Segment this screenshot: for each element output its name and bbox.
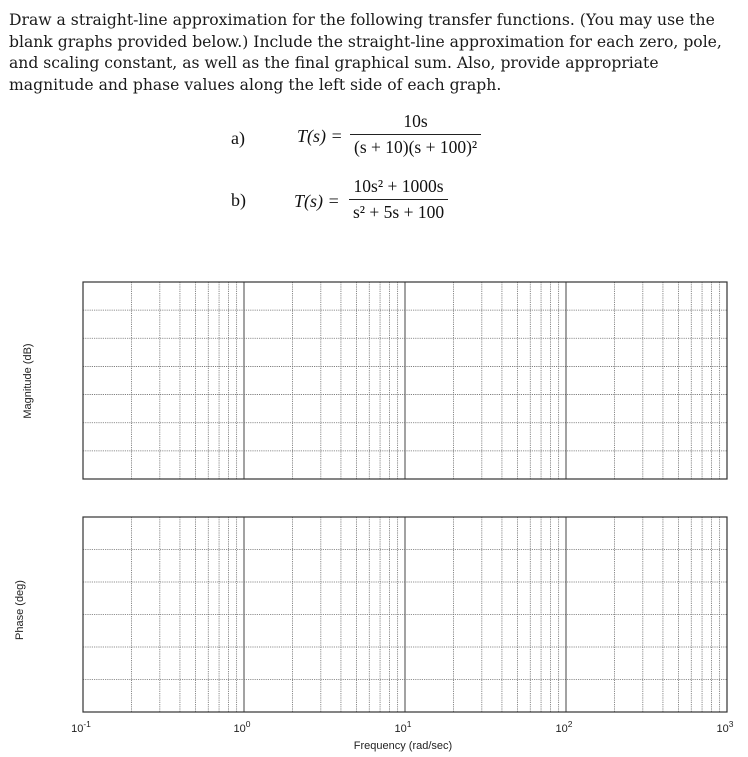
equation-b-label: b) xyxy=(231,190,246,210)
x-tick-label xyxy=(71,719,91,735)
x-tick-base: 10 xyxy=(394,723,407,735)
magnitude-plot xyxy=(83,282,727,479)
x-tick-base: 10 xyxy=(233,723,246,735)
x-tick-exponent: 2 xyxy=(567,719,573,729)
x-tick-label xyxy=(556,719,573,735)
problem-statement: Draw a straight-line approximation for the following transfer functions. (You may use the blank graphs provided below.) Include the straight-line approximation for each zero, pole, and scaling constant, as well as the final graphical sum. Also, provide appropriate magnitude and phase values along the left side of each graph. xyxy=(9,11,722,94)
magnitude-ylabel: Magnitude (dB) xyxy=(22,343,34,419)
equation-a-lhs: T(s) = xyxy=(297,126,343,146)
x-tick-base: 10 xyxy=(71,723,84,735)
x-tick-exponent: 1 xyxy=(406,719,412,729)
phase-plot xyxy=(83,517,727,712)
equation-a-denominator: (s + 10)(s + 100)² xyxy=(354,137,478,158)
x-tick-base: 10 xyxy=(716,723,729,735)
equation-a-numerator: 10s xyxy=(403,111,428,131)
x-tick-exponent: -1 xyxy=(83,719,91,729)
equation-b-denominator: s² + 5s + 100 xyxy=(353,202,445,223)
equation-a-label: a) xyxy=(231,128,245,148)
x-tick-label xyxy=(395,719,412,735)
x-tick-exponent: 3 xyxy=(728,719,734,729)
equation-b-lhs: T(s) = xyxy=(294,191,340,211)
x-tick-label xyxy=(717,719,734,735)
phase-ylabel: Phase (deg) xyxy=(14,580,26,640)
x-tick-base: 10 xyxy=(555,723,568,735)
equation-b-numerator: 10s² + 1000s xyxy=(353,176,444,196)
frequency-xlabel: Frequency (rad/sec) xyxy=(353,740,453,752)
x-tick-label xyxy=(234,719,251,735)
x-tick-exponent: 0 xyxy=(245,719,251,729)
x-tick-labels xyxy=(71,719,734,735)
